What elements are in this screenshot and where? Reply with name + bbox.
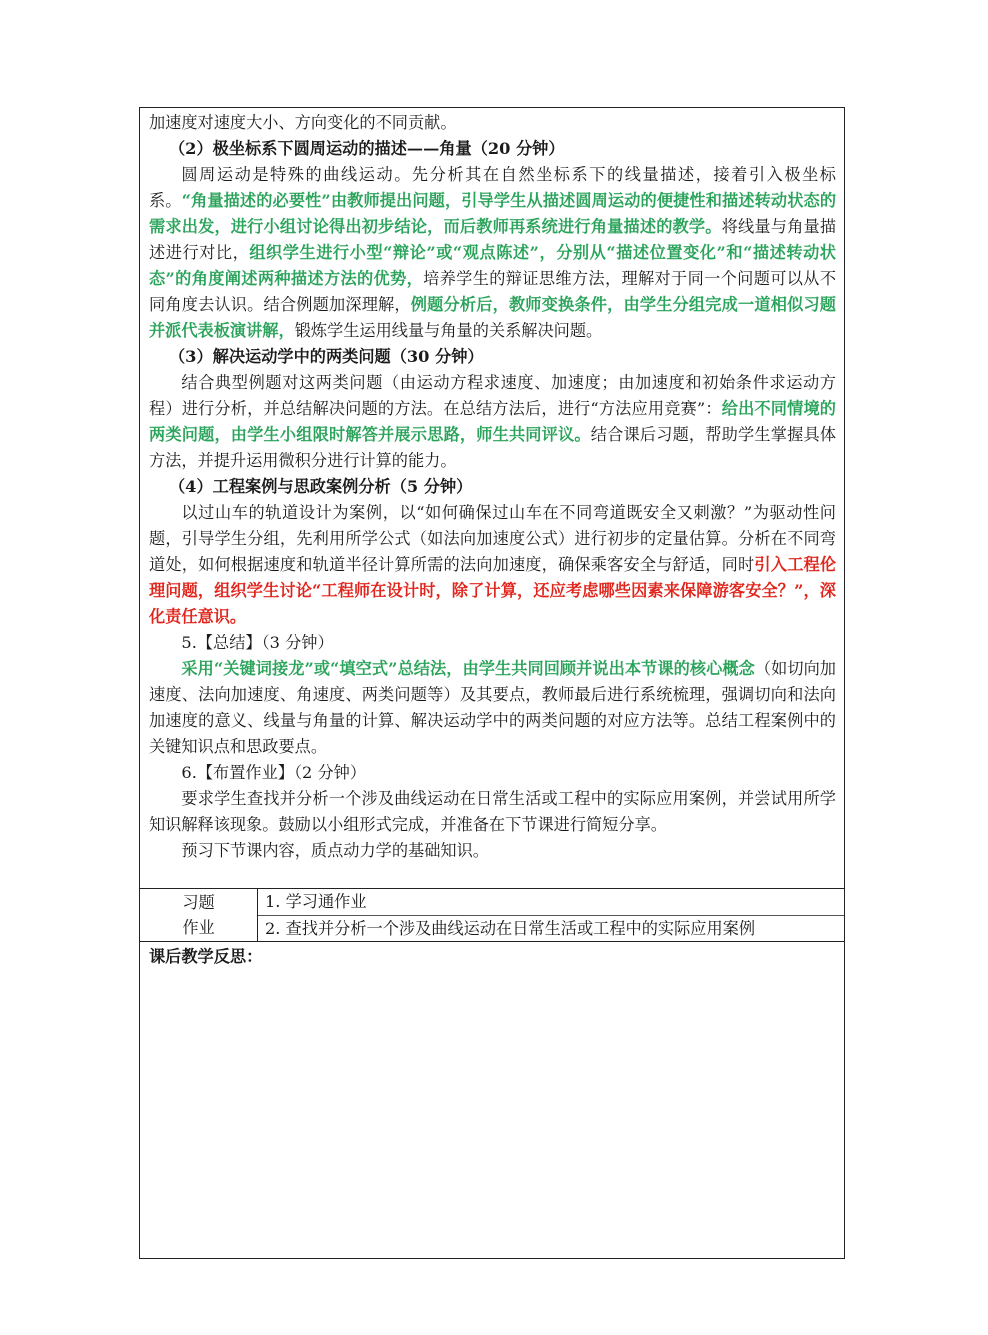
lesson-table — [139, 107, 845, 1259]
text-run: 将线量与角量描述进行对比， — [149, 217, 837, 262]
highlight-green-text: 例题分析后，教师变换条件，由学生分组完成一道相似习题并派代表板演讲解， — [149, 295, 836, 340]
homework-row — [140, 888, 844, 941]
homework-label-line: 作业 — [182, 918, 215, 937]
homework-item: 2. 查找并分析一个涉及曲线运动在日常生活或工程中的实际应用案例 — [258, 915, 844, 941]
homework-items — [258, 889, 844, 941]
paragraph: 预习下节课内容，质点动力学的基础知识。 — [181, 841, 489, 860]
paragraph: 加速度对速度大小、方向变化的不同贡献。 — [149, 113, 457, 132]
highlight-red-text: 引入工程伦理问题，组织学生讨论“工程师在设计时，除了计算，还应考虑哪些因素来保障游客安全？”，深化责任意识。 — [149, 555, 837, 626]
text-run: 圆周运动是特殊的曲线运动。先分析其在自然坐标系下的线量描述，接着引入极坐标系。 — [149, 165, 836, 210]
paragraph — [149, 656, 836, 760]
text-run: 结合典型例题对这两类问题（由运动方程求速度、加速度；由加速度和初始条件求运动方程）进行分析，并总结解决问题的方法。在总结方法后，进行“方法应用竞赛”： — [149, 373, 836, 418]
text-run: 培养学生的辩证思维方法，理解对于同一个问题可以从不同角度去认识。结合例题加深理解， — [149, 269, 837, 314]
highlight-green-text: 给出不同情境的两类问题，由学生小组限时解答并展示思路，师生共同评议。 — [149, 399, 836, 444]
reflection-label: 课后教学反思： — [149, 947, 263, 966]
section-heading: （2）极坐标系下圆周运动的描述——角量（20 分钟） — [169, 139, 565, 158]
section-heading: （3）解决运动学中的两类问题（30 分钟） — [169, 347, 484, 366]
section-heading: 5.【总结】（3 分钟） — [181, 633, 334, 652]
text-run: 锻炼学生运用线量与角量的关系解决问题。 — [294, 321, 603, 340]
highlight-green-text: 采用“关键词接龙”或“填空式”总结法，由学生共同回顾并说出本节课的核心概念 — [181, 659, 755, 678]
homework-item: 1. 学习通作业 — [265, 892, 367, 911]
homework-label-line: 习题 — [182, 893, 215, 912]
homework-label — [140, 889, 258, 941]
text-run: （如切向加速度、法向加速度、角速度、两类问题等）及其要点，教师最后进行系统梳理，强调切向和法向加速度的意义、线量与角量的计算、解决运动学中的两类问题的对应方法等。总结工程案例中的关键知识点和思政要点。 — [149, 659, 836, 756]
lesson-content-cell — [140, 108, 844, 888]
reflection-cell — [140, 941, 844, 1258]
text-run: 结合课后习题，帮助学生掌握具体方法，并提升运用微积分进行计算的能力。 — [149, 425, 837, 470]
highlight-green-text: 组织学生进行小型“辩论”或“观点陈述”，分别从“描述位置变化”和“描述转动状态”的角度阐述两种描述方法的优势， — [149, 243, 836, 288]
paragraph — [149, 500, 836, 630]
paragraph — [149, 370, 836, 474]
paragraph — [149, 162, 836, 344]
highlight-green-text: “角量描述的必要性”由教师提出问题，引导学生从描述圆周运动的便捷性和描述转动状态的需求出发，进行小组讨论得出初步结论，而后教师再系统进行角量描述的教学。 — [149, 191, 837, 236]
section-heading: 6.【布置作业】（2 分钟） — [181, 763, 367, 782]
paragraph: 要求学生查找并分析一个涉及曲线运动在日常生活或工程中的实际应用案例，并尝试用所学知识解释该现象。鼓励以小组形式完成，并准备在下节课进行简短分享。 — [149, 789, 836, 834]
text-run: 以过山车的轨道设计为案例，以“如何确保过山车在不同弯道既安全又刺激？”为驱动性问题，引导学生分组，先利用所学公式（如法向加速度公式）进行初步的定量估算。分析在不同弯道处，如何根据速度和轨道半径计算所需的法向加速度，确保乘客安全与舒适，同时 — [149, 503, 836, 574]
section-heading: （4）工程案例与思政案例分析（5 分钟） — [169, 477, 473, 496]
